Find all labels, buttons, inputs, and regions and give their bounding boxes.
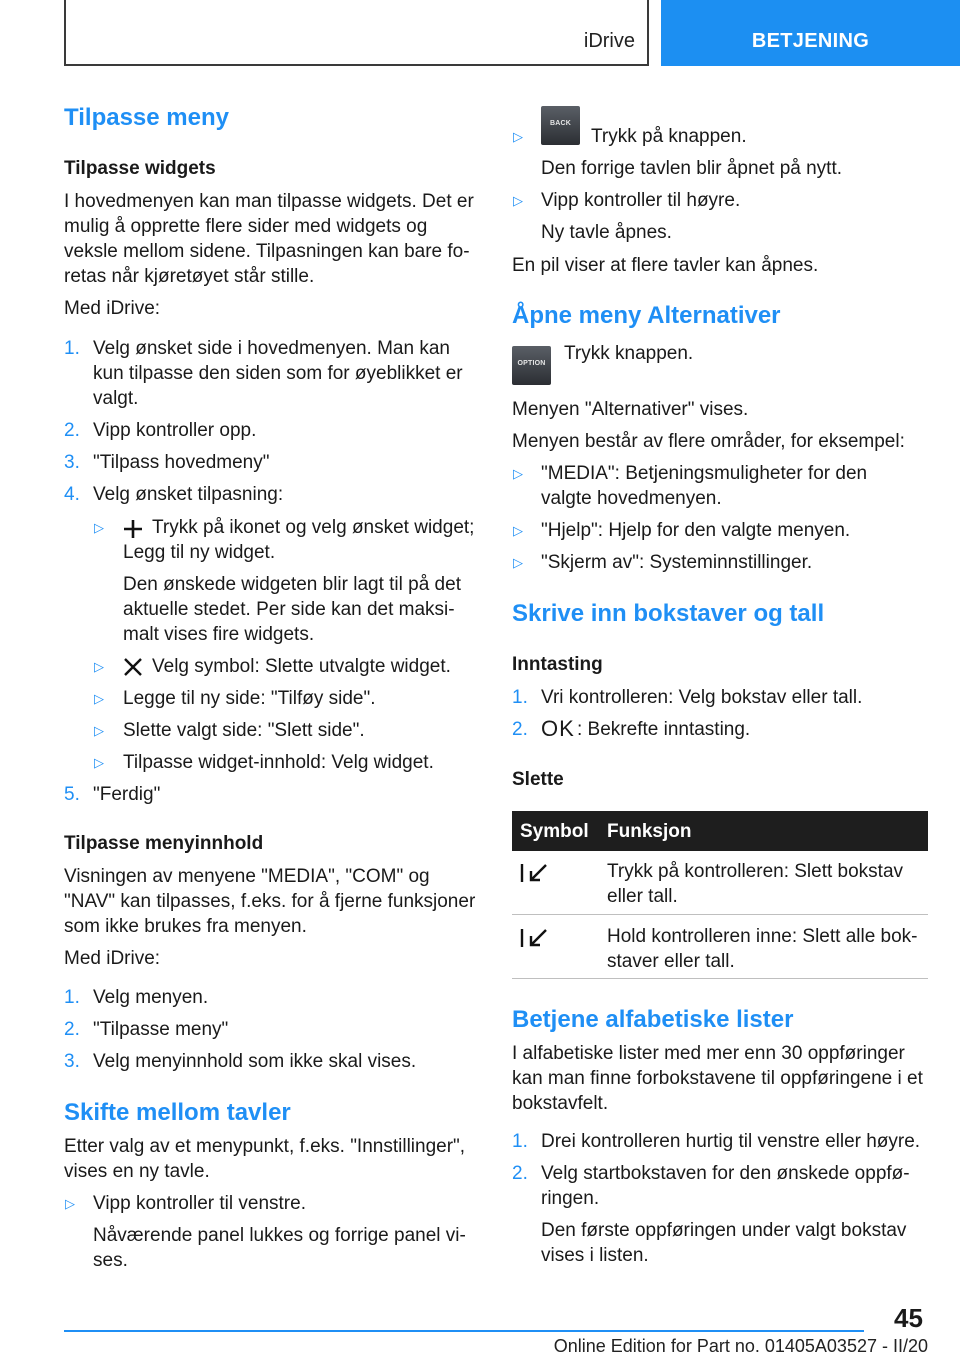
- ok-icon: OK: [541, 716, 575, 741]
- paragraph-skifte: Etter valg av et menypunkt, f.eks. "Innstillinger", vises en ny tavle.: [64, 1136, 466, 1182]
- header-section: iDrive: [583, 30, 635, 52]
- table-header: [512, 811, 928, 851]
- triangle-bullet-icon: ▷: [94, 520, 104, 535]
- step-desc: Den første oppføringen under valgt bokstav vises i listen.: [541, 1220, 907, 1266]
- heading-alternativer: Åpne meny Alternativer: [512, 302, 781, 329]
- header-chapter: BETJENING: [751, 30, 870, 52]
- table-row: [512, 915, 928, 979]
- header-chapter-box: [661, 0, 960, 66]
- step-number: 1.: [64, 987, 80, 1008]
- cross-icon: [123, 657, 143, 677]
- table-header-funksjon: Funksjon: [607, 821, 692, 842]
- triangle-bullet-icon: ▷: [94, 723, 104, 738]
- step-number: 1.: [64, 338, 80, 359]
- heading-skifte: Skifte mellom tavler: [64, 1099, 291, 1126]
- step-number: 3.: [64, 1051, 80, 1072]
- paragraph-alt-vises: Menyen "Alternativer" vises.: [512, 399, 749, 420]
- footer-edition: Online Edition for Part no. 01405A03527 - II/20: [553, 1336, 928, 1356]
- paragraph-widgets: I hovedmenyen kan man tilpasse widgets. Det er mulig å opprette flere sider med widgets og veksle mellom sidene. Tilpasningen kan bare fo- retas når kjøretøyet står stille.: [64, 191, 474, 287]
- triangle-bullet-icon: ▷: [513, 129, 523, 144]
- bullet-desc: Nåværende panel lukkes og forrige panel vi- ses.: [93, 1225, 466, 1271]
- triangle-bullet-icon: ▷: [513, 466, 523, 481]
- plus-icon: [123, 519, 143, 539]
- paragraph-alfabetiske: I alfabetiske lister med mer enn 30 oppføringer kan man finne forbokstavene til oppføringene i et bokstavfelt.: [512, 1043, 923, 1114]
- step-text: Velg ønsket side i hovedmenyen. Man kan kun tilpasse den siden som for øyeblikket er valgt.: [93, 338, 463, 409]
- step-text: Drei kontrolleren hurtig til venstre eller høyre.: [541, 1131, 921, 1152]
- triangle-bullet-icon: ▷: [94, 659, 104, 674]
- bullet-text: Trykk på knappen.: [591, 126, 747, 147]
- subheading-menyinnhold: Tilpasse menyinnhold: [64, 833, 264, 854]
- header-section-box: [64, 0, 649, 66]
- triangle-bullet-icon: ▷: [65, 1196, 75, 1211]
- step-text: Vipp kontroller opp.: [93, 420, 257, 441]
- table-cell-text: Trykk på kontrolleren: Slett bokstav eller tall.: [607, 861, 904, 907]
- option-button-icon: OPTION: [512, 346, 551, 385]
- paragraph-menyinnhold: Visningen av menyene "MEDIA", "COM" og "NAV" kan tilpasses, f.eks. for å fjerne funksjoner som ikke brukes fra menyen.: [64, 866, 476, 937]
- step-number: 2.: [512, 1163, 528, 1184]
- subheading-inntasting: Inntasting: [512, 654, 603, 675]
- med-idrive-label: Med iDrive:: [64, 298, 161, 319]
- heading-skrive: Skrive inn bokstaver og tall: [512, 600, 825, 627]
- step-number: 2.: [64, 420, 80, 441]
- step-text: Velg menyinnhold som ikke skal vises.: [93, 1051, 417, 1072]
- subheading-slette: Slette: [512, 769, 564, 790]
- bullet-text: Vipp kontroller til høyre.: [541, 190, 741, 211]
- med-idrive-label: Med iDrive:: [64, 948, 161, 969]
- step-number: 1.: [512, 687, 528, 708]
- step-text: "Ferdig": [93, 784, 161, 805]
- step-text: "Tilpasse meny": [93, 1019, 229, 1040]
- step-number: 4.: [64, 484, 80, 505]
- delete-arrow-icon: [520, 927, 550, 949]
- table-cell-text: Hold kontrolleren inne: Slett alle bok- staver eller tall.: [607, 926, 918, 972]
- footer-divider: [64, 1330, 864, 1332]
- subheading-widgets: Tilpasse widgets: [64, 158, 216, 179]
- back-button-icon: BACK: [541, 106, 580, 145]
- heading-tilpasse-meny: Tilpasse meny: [64, 104, 229, 131]
- page-number: 45: [894, 1303, 923, 1333]
- slette-table: [512, 811, 928, 979]
- step-number: 2.: [64, 1019, 80, 1040]
- table-header-symbol: Symbol: [520, 821, 589, 842]
- step-number: 2.: [512, 719, 528, 740]
- bullet-text: "Skjerm av": Systeminnstillinger.: [541, 552, 813, 573]
- step-text: "Tilpass hovedmeny": [93, 452, 270, 473]
- triangle-bullet-icon: ▷: [94, 691, 104, 706]
- bullet-desc: Ny tavle åpnes.: [541, 222, 672, 243]
- triangle-bullet-icon: ▷: [513, 555, 523, 570]
- step-text: Velg ønsket tilpasning:: [93, 484, 284, 505]
- step-number: 3.: [64, 452, 80, 473]
- paragraph-alt-bestar: Menyen består av flere områder, for eksempel:: [512, 431, 905, 452]
- table-row: [512, 851, 928, 915]
- delete-arrow-icon: [520, 862, 550, 884]
- paragraph-pil: En pil viser at flere tavler kan åpnes.: [512, 255, 819, 276]
- triangle-bullet-icon: ▷: [513, 523, 523, 538]
- sub-text: Trykk på ikonet og velg ønsket widget;: [152, 517, 475, 538]
- sub-text: Legge til ny side: "Tilføy side".: [123, 688, 376, 709]
- step-text: : Bekrefte inntasting.: [577, 719, 751, 740]
- bullet-text: "Hjelp": Hjelp for den valgte menyen.: [541, 520, 851, 541]
- sub-text: Slette valgt side: "Slett side".: [123, 720, 365, 741]
- step-text: Velg menyen.: [93, 987, 209, 1008]
- heading-alfabetiske: Betjene alfabetiske lister: [512, 1006, 794, 1033]
- step-number: 1.: [512, 1131, 528, 1152]
- sub-desc: Den ønskede widgeten blir lagt til på det aktuelle stedet. Per side kan det maksi- malt vises fire widgets.: [123, 574, 461, 645]
- step-text: Vri kontrolleren: Velg bokstav eller tall.: [541, 687, 863, 708]
- bullet-text: Vipp kontroller til venstre.: [93, 1193, 306, 1214]
- bullet-desc: Den forrige tavlen blir åpnet på nytt.: [541, 158, 843, 179]
- step-number: 5.: [64, 784, 80, 805]
- sub-text: Velg symbol: Slette utvalgte widget.: [152, 656, 451, 677]
- triangle-bullet-icon: ▷: [94, 755, 104, 770]
- step-text: Velg startbokstaven for den ønskede oppfø- ringen.: [541, 1163, 910, 1209]
- sub-text: Tilpasse widget-innhold: Velg widget.: [123, 752, 434, 773]
- sub-text: Legg til ny widget.: [123, 542, 276, 563]
- option-text: Trykk knappen.: [564, 343, 694, 364]
- bullet-text: "MEDIA": Betjeningsmuligheter for den valgte hovedmenyen.: [541, 463, 868, 509]
- triangle-bullet-icon: ▷: [513, 193, 523, 208]
